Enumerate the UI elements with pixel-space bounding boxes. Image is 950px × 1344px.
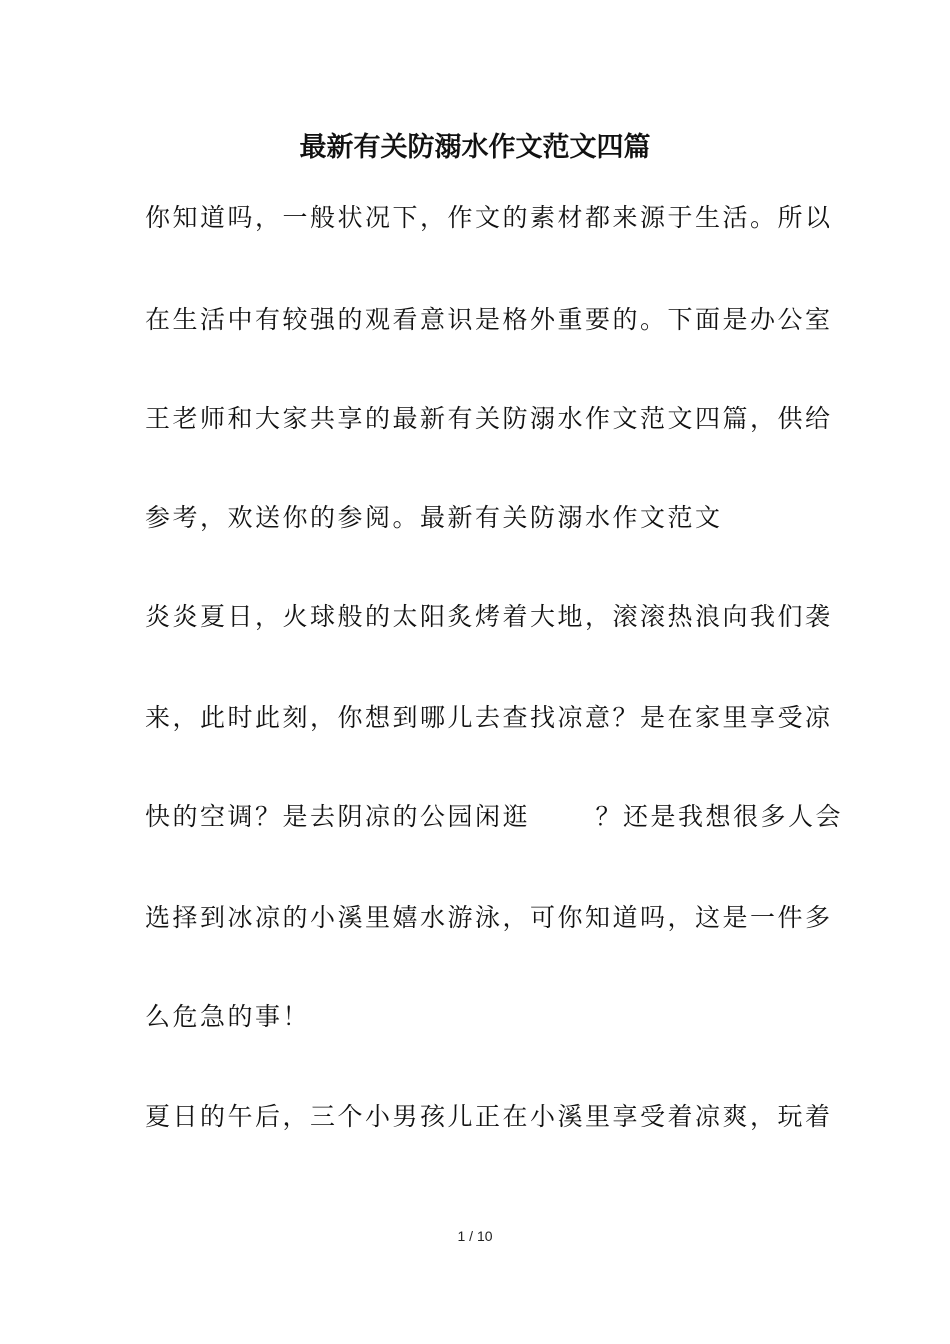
total-pages-number: 10: [476, 1228, 493, 1244]
body-line-9: 么危急的事！: [145, 1002, 311, 1031]
body-line-7: 快的空调？是去阴凉的公园闲逛 ？还是我想很多人会: [145, 802, 843, 831]
body-line-1: 你知道吗，一般状况下，作文的素材都来源于生活。所以: [145, 203, 833, 232]
current-page-number: 1: [457, 1228, 466, 1244]
page-number: [0, 1226, 950, 1246]
body-line-8: 选择到冰凉的小溪里嬉水游泳，可你知道吗，这是一件多: [145, 903, 833, 932]
page-number-separator: /: [465, 1228, 477, 1244]
body-line-3: 王老师和大家共享的最新有关防溺水作文范文四篇，供给: [145, 404, 833, 433]
body-line-5: 炎炎夏日，火球般的太阳炙烤着大地，滚滚热浪向我们袭: [145, 602, 833, 631]
body-line-6: 来，此时此刻，你想到哪儿去查找凉意？是在家里享受凉: [145, 703, 833, 732]
document-title: 最新有关防溺水作文范文四篇: [299, 132, 651, 163]
body-line-10: 夏日的午后，三个小男孩儿正在小溪里享受着凉爽，玩着: [145, 1102, 833, 1131]
body-line-4: 参考，欢送你的参阅。最新有关防溺水作文范文: [145, 503, 723, 532]
body-line-2: 在生活中有较强的观看意识是格外重要的。下面是办公室: [145, 305, 833, 334]
